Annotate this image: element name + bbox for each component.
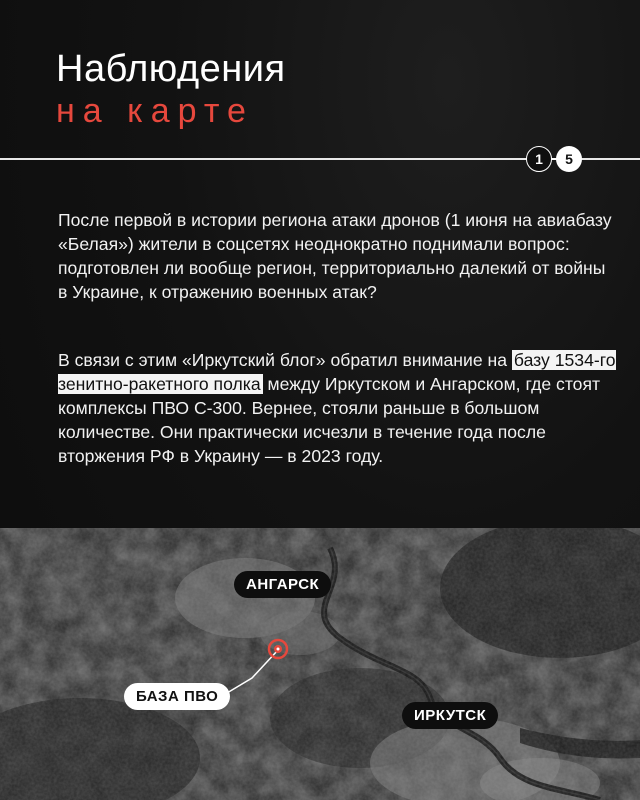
- title-line-1: Наблюдения: [56, 48, 286, 90]
- title-line-2: на карте: [56, 92, 254, 130]
- paragraph-2-end: между Иркутском и Ангарском, где стоят комплексы ПВО С-300. Вернее, стояли раньше в большом количестве. Они практически исчезли в течение года после вторжения РФ в Украину — в 2023 году.: [58, 374, 601, 466]
- paragraph-2: [58, 348, 618, 468]
- paragraph-1: После первой в истории региона атаки дронов (1 июня на авиабазу «Белая») жители в соцсетях неоднократно поднимали вопрос: подготовлен ли вообще регион, территориально далекий от войны в Украине, к отражению военных атак?: [58, 210, 612, 302]
- satellite-map: [0, 528, 640, 800]
- pager-current: 1: [526, 146, 552, 172]
- map-graphic: [0, 528, 640, 800]
- pager: [522, 146, 586, 174]
- map-label-air-defense-base: БАЗА ПВО: [124, 683, 230, 710]
- map-label-angarsk: АНГАРСК: [234, 571, 331, 598]
- paragraph-2-start: В связи с этим «Иркутский блог» обратил внимание на: [58, 350, 512, 370]
- map-label-irkutsk: ИРКУТСК: [402, 702, 498, 729]
- pager-total: 5: [556, 146, 582, 172]
- highlighted-phrase: базу 1534-го зенитно-ракетного полка: [58, 350, 616, 394]
